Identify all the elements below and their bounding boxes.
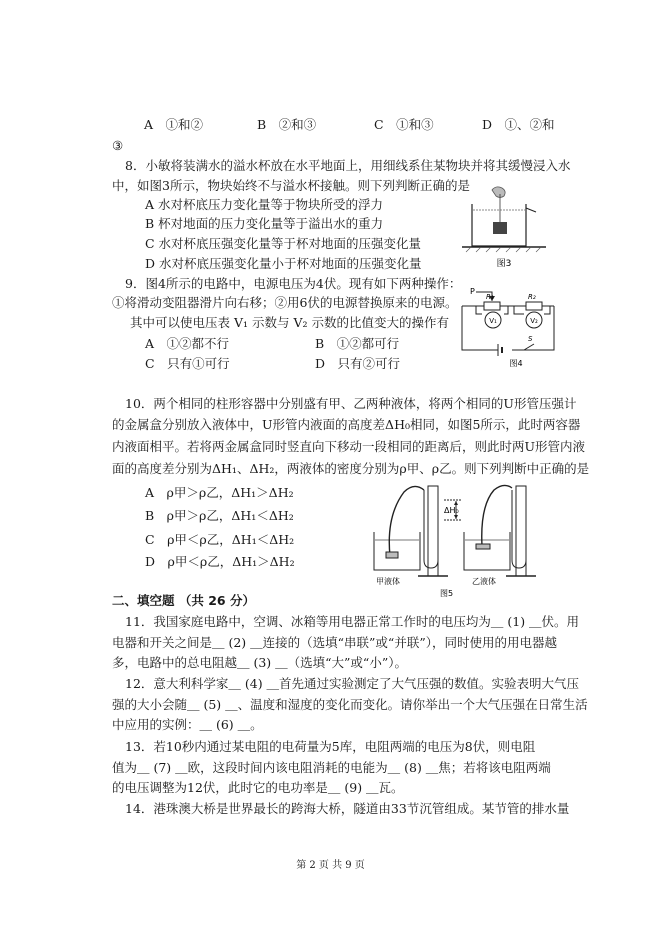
left-u-tube	[424, 490, 438, 568]
label-right-liquid: 乙液体	[472, 577, 496, 586]
q10-stem-line3: 内液面相平。若将两金属盒同时竖直向下移动一段相同的距离后，则此时两U形管内液	[112, 439, 586, 454]
q14-line1: 14．港珠澳大桥是世界最长的跨海大桥，隧道由33节沉管组成。某节管的排水量	[125, 801, 570, 816]
q12-line2: 强的大小会随＿ (5) ＿、温度和湿度的变化而变化。请你举出一个大气压强在日常生活	[112, 697, 588, 712]
right-rubber-tube	[482, 485, 512, 546]
q8-option-a: A 水对杯底压力变化量等于物块所受的浮力	[145, 197, 384, 212]
label-v1: V₁	[489, 317, 497, 325]
q7-option-c: C ①和③	[374, 117, 434, 132]
q10-option-c: C ρ甲＜ρ乙，ΔH₁＜ΔH₂	[145, 532, 295, 547]
v2-right-lead	[544, 306, 550, 314]
q8-option-d: D 水对杯底压强变化量小于杯对地面的压强变化量	[145, 256, 422, 271]
left-container	[374, 532, 420, 570]
right-metal-box	[476, 544, 490, 549]
label-r1: R₁	[486, 293, 494, 301]
q7-option-b: B ②和③	[257, 117, 317, 132]
left-metal-box	[386, 552, 398, 558]
switch-s	[524, 344, 534, 350]
resistor-r1	[484, 302, 500, 310]
figure-3-overflow-cup-diagram	[460, 184, 550, 269]
q12-line1: 12．意大利科学家＿ (4) ＿首先通过实验测定了大气压强的数值。实验表明大气压	[125, 676, 580, 691]
left-rubber-tube	[389, 486, 424, 556]
page-footer: 第 2 页 共 9 页	[296, 860, 365, 871]
q9-option-b: B ①②都可行	[315, 336, 400, 351]
figure-4-caption: 图4	[509, 359, 523, 368]
right-container	[464, 532, 510, 570]
label-r2: R₂	[528, 293, 536, 301]
v1-right-lead	[504, 306, 508, 314]
label-p: P	[470, 287, 475, 296]
q13-line3: 的电压调整为12伏，此时它的电功率是＿ (9) ＿瓦。	[112, 780, 404, 795]
q9-stem-line2: ①将滑动变阻器滑片向右移；②用6伏的电源替换原来的电源。	[112, 295, 458, 310]
figure-4-circuit-diagram	[458, 284, 558, 368]
q11-line1: 11．我国家庭电路中，空调、冰箱等用电器正常工作时的电压均为＿ (1) ＿伏。用	[125, 614, 580, 629]
q7-option-d: D ①、②和	[482, 117, 555, 132]
overflow-spout	[526, 208, 536, 212]
label-v2: V₂	[530, 317, 538, 325]
v2-left-lead	[514, 306, 524, 314]
left-gauge-stand	[428, 486, 438, 576]
q8-option-c: C 水对杯底压强变化量等于杯对地面的压强变化量	[145, 236, 422, 251]
q11-line3: 多，电路中的总电阻越＿ (3) ＿（选填“大”或“小”）。	[112, 655, 407, 670]
metal-block	[493, 222, 507, 234]
q10-stem-line1: 10．两个相同的柱形容器中分别盛有甲、乙两种液体，将两个相同的U形管压强计	[125, 396, 577, 411]
label-dh0: ΔH₀	[444, 506, 459, 515]
q10-stem-line4: 面的高度差分别为ΔH₁、ΔH₂，两液体的密度分别为ρ甲、ρ乙。则下列判断中正确的是	[112, 461, 590, 476]
figure-5-caption: 图5	[440, 589, 454, 598]
q10-stem-line2: 的金属盒分别放入液体中，U形管内液面的高度差ΔH₀相同，如图5所示，此时两容器	[112, 417, 581, 432]
q13-line1: 13．若10秒内通过某电阻的电荷量为5库，电阻两端的电压为8伏，则电阻	[125, 739, 536, 754]
hand-icon	[492, 187, 505, 198]
q9-stem-line1: 9．图4所示的电路中，电源电压为4伏。现有如下两种操作：	[125, 276, 462, 291]
q10-option-b: B ρ甲＞ρ乙，ΔH₁＜ΔH₂	[145, 508, 294, 523]
q10-option-d: D ρ甲＜ρ乙，ΔH₁＞ΔH₂	[145, 554, 295, 569]
q7-option-a: A ①和②	[144, 117, 204, 132]
figure-5-pressure-gauge-diagram	[368, 480, 538, 598]
q13-line2: 值为＿ (7) ＿欧，这段时间内该电阻消耗的电能为＿ (8) ＿焦；若将该电阻两端	[112, 760, 551, 775]
q9-option-a: A ①②都不行	[145, 336, 230, 351]
ground-hatching	[466, 247, 541, 252]
q8-stem-line1: 8．小敏将装满水的溢水杯放在水平地面上，用细线系住某物块并将其缓慢浸入水	[125, 158, 571, 173]
q8-option-b: B 杯对地面的压力变化量等于溢出水的重力	[145, 216, 384, 231]
q7-option-d-continuation: ③	[112, 138, 124, 153]
right-gauge-stand	[516, 486, 526, 576]
label-left-liquid: 甲液体	[376, 577, 400, 586]
q8-stem-line2: 中，如图3所示，物块始终不与溢水杯接触。则下列判断正确的是	[112, 178, 470, 193]
q11-line2: 电器和开关之间是＿ (2) ＿连接的（选填“串联”或“并联”），同时使用的用电器越	[112, 635, 557, 650]
q9-option-d: D 只有②可行	[315, 356, 401, 371]
label-s: S	[528, 335, 533, 343]
v1-left-lead	[476, 306, 482, 314]
resistor-r2	[526, 302, 542, 310]
section-2-title: 二、填空题 （共 26 分）	[112, 593, 255, 608]
figure-3-caption: 图3	[496, 259, 512, 269]
q12-line3: 中应用的实例：＿ (6) ＿。	[112, 717, 263, 732]
dh0-arrow-head-bottom	[454, 515, 458, 519]
right-u-tube	[512, 490, 526, 568]
q9-option-c: C 只有①可行	[145, 356, 230, 371]
q9-stem-line3: 其中可以使电压表 V₁ 示数与 V₂ 示数的比值变大的操作有	[130, 315, 449, 330]
q10-option-a: A ρ甲＞ρ乙，ΔH₁＞ΔH₂	[145, 485, 294, 500]
dh0-arrow-head-top	[454, 501, 458, 505]
